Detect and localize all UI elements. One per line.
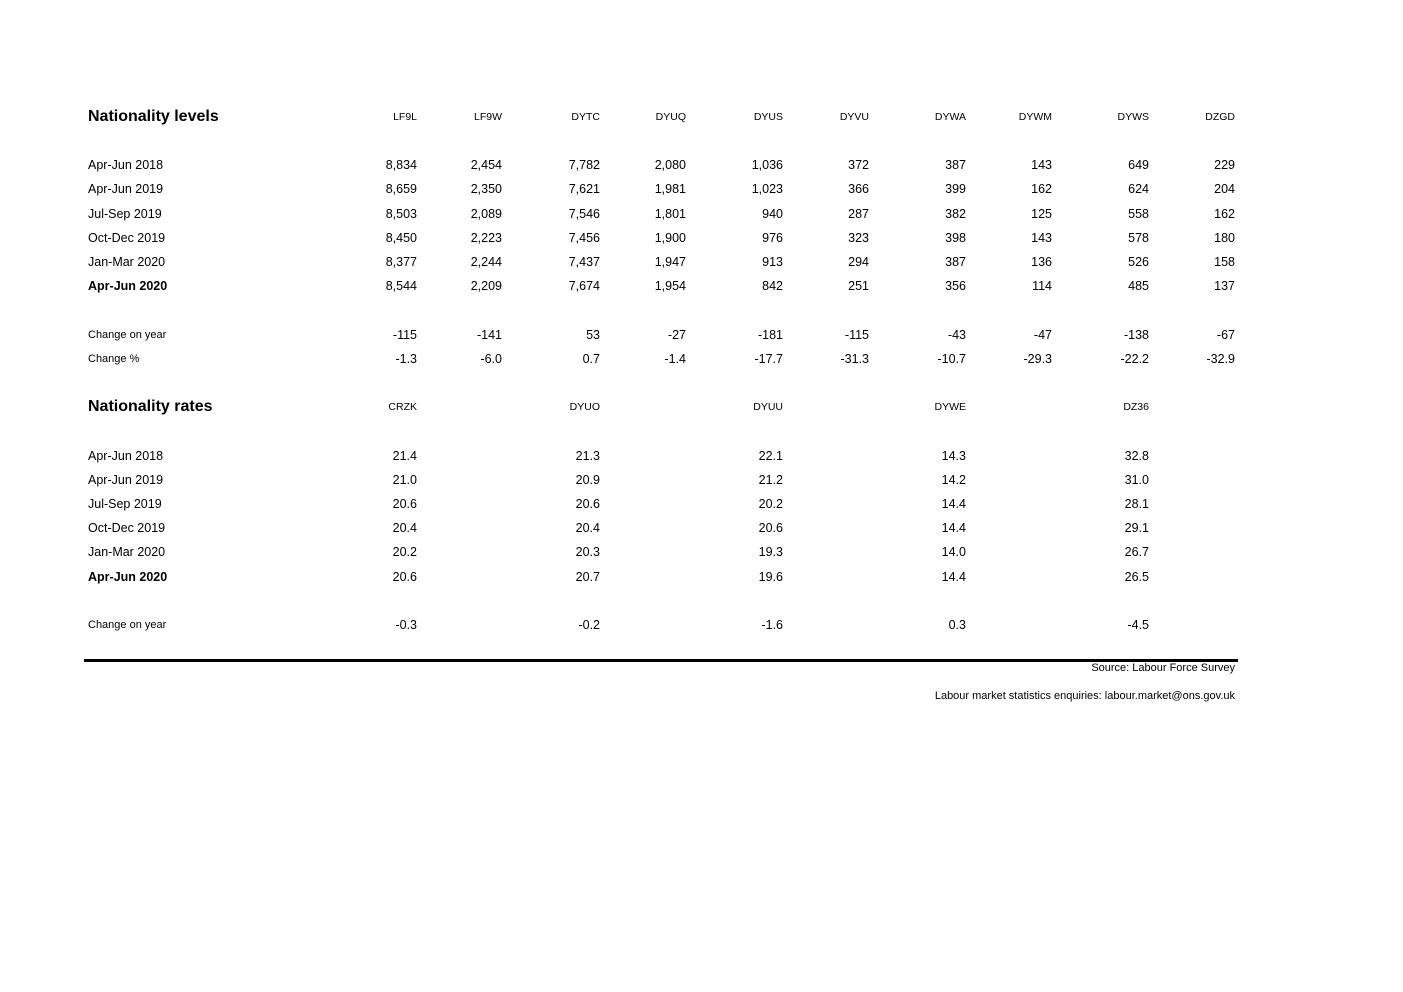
table-cell: 21.0 <box>392 473 417 487</box>
table-cell: 2,454 <box>470 158 502 172</box>
series-code: DYTC <box>571 111 600 123</box>
table-cell: 14.4 <box>941 521 966 535</box>
table-cell: 8,659 <box>385 182 417 196</box>
table-cell: 323 <box>848 231 869 245</box>
table-cell: 136 <box>1031 255 1052 269</box>
table-cell: -1.6 <box>761 618 783 632</box>
series-code: DYUO <box>569 401 600 413</box>
table-cell: 2,244 <box>470 255 502 269</box>
table-cell: 125 <box>1031 207 1052 221</box>
levels-header-row <box>0 107 1403 127</box>
table-cell: 137 <box>1214 279 1235 293</box>
row-period-label: Oct-Dec 2019 <box>88 231 166 245</box>
table-cell: 287 <box>848 207 869 221</box>
table-cell: 20.4 <box>575 521 600 535</box>
table-cell: 20.6 <box>758 521 783 535</box>
table-cell: 251 <box>848 279 869 293</box>
table-cell: 28.1 <box>1124 497 1149 511</box>
table-cell: 20.6 <box>575 497 600 511</box>
table-cell: 842 <box>762 279 783 293</box>
series-code: DYVU <box>839 111 869 123</box>
table-cell: 578 <box>1128 231 1149 245</box>
series-code: LF9L <box>393 111 417 123</box>
table-cell: 20.6 <box>392 497 417 511</box>
table-cell: -17.7 <box>754 352 783 366</box>
row-period-label: Apr-Jun 2019 <box>88 182 164 196</box>
table-cell: 7,782 <box>568 158 600 172</box>
series-code: DYUQ <box>655 111 686 123</box>
table-cell: 8,377 <box>385 255 417 269</box>
table-row <box>0 228 1403 248</box>
row-period-label: Oct-Dec 2019 <box>88 521 166 535</box>
table-cell: 8,450 <box>385 231 417 245</box>
table-cell: 356 <box>945 279 966 293</box>
row-period-label: Jan-Mar 2020 <box>88 255 166 269</box>
table-row <box>0 446 1403 466</box>
row-period-label: Jul-Sep 2019 <box>88 497 162 511</box>
table-row <box>0 276 1403 296</box>
table-cell: -22.2 <box>1120 352 1149 366</box>
rates-section-title: Nationality rates <box>88 398 213 415</box>
table-cell: 7,437 <box>568 255 600 269</box>
table-cell: 14.4 <box>941 497 966 511</box>
series-code: DZGD <box>1205 111 1235 123</box>
series-code: DYWE <box>934 401 966 413</box>
table-row <box>0 470 1403 490</box>
table-cell: 20.2 <box>758 497 783 511</box>
table-cell: 1,036 <box>751 158 783 172</box>
table-cell: 20.7 <box>575 570 600 584</box>
table-row <box>0 494 1403 514</box>
table-cell: 1,954 <box>654 279 686 293</box>
table-cell: 485 <box>1128 279 1149 293</box>
table-cell: 372 <box>848 158 869 172</box>
table-cell: 14.2 <box>941 473 966 487</box>
table-cell: 14.4 <box>941 570 966 584</box>
table-cell: -1.4 <box>664 352 686 366</box>
table-cell: 180 <box>1214 231 1235 245</box>
table-cell: 14.0 <box>941 545 966 559</box>
table-bottom-rule <box>84 659 1238 662</box>
table-cell: 19.6 <box>758 570 783 584</box>
table-cell: 31.0 <box>1124 473 1149 487</box>
table-cell: 143 <box>1031 158 1052 172</box>
row-period-label: Apr-Jun 2018 <box>88 158 164 172</box>
table-row <box>0 567 1403 587</box>
row-period-label: Apr-Jun 2019 <box>88 473 164 487</box>
enquiries-note: Labour market statistics enquiries: labour.market@ons.gov.uk <box>934 690 1235 702</box>
table-cell: 1,023 <box>751 182 783 196</box>
table-cell: 2,080 <box>654 158 686 172</box>
table-cell: 7,456 <box>568 231 600 245</box>
table-cell: 20.3 <box>575 545 600 559</box>
table-cell: 29.1 <box>1124 521 1149 535</box>
table-cell: 2,350 <box>470 182 502 196</box>
table-cell: -47 <box>1033 328 1052 342</box>
table-cell: 229 <box>1214 158 1235 172</box>
table-cell: 294 <box>848 255 869 269</box>
table-cell: 0.3 <box>948 618 966 632</box>
series-code: LF9W <box>473 111 502 123</box>
table-cell: -32.9 <box>1206 352 1235 366</box>
table-cell: 26.5 <box>1124 570 1149 584</box>
table-row <box>0 155 1403 175</box>
table-row <box>0 518 1403 538</box>
change-on-year-row <box>0 325 1403 345</box>
change-pct-row <box>0 349 1403 369</box>
table-row <box>0 542 1403 562</box>
table-cell: 366 <box>848 182 869 196</box>
table-cell: -141 <box>476 328 502 342</box>
table-cell: 913 <box>762 255 783 269</box>
table-cell: 382 <box>945 207 966 221</box>
table-cell: 204 <box>1214 182 1235 196</box>
row-period-label: Apr-Jun 2020 <box>88 570 168 584</box>
table-cell: 1,947 <box>654 255 686 269</box>
table-cell: 14.3 <box>941 449 966 463</box>
series-code: DYWA <box>934 111 966 123</box>
table-cell: 7,546 <box>568 207 600 221</box>
table-cell: 7,621 <box>568 182 600 196</box>
table-cell: 19.3 <box>758 545 783 559</box>
table-cell: -115 <box>844 328 869 342</box>
table-cell: 158 <box>1214 255 1235 269</box>
table-cell: 399 <box>945 182 966 196</box>
table-cell: 20.2 <box>392 545 417 559</box>
series-code: DYWS <box>1117 111 1149 123</box>
table-cell: 8,834 <box>385 158 417 172</box>
table-cell: 976 <box>762 231 783 245</box>
table-cell: 624 <box>1128 182 1149 196</box>
table-cell: 20.9 <box>575 473 600 487</box>
series-code: DZ36 <box>1123 401 1149 413</box>
table-cell: -115 <box>392 328 417 342</box>
table-cell: 20.4 <box>392 521 417 535</box>
table-cell: 143 <box>1031 231 1052 245</box>
change-pct-label: Change % <box>88 353 140 365</box>
table-row <box>0 179 1403 199</box>
change-on-year-label: Change on year <box>88 329 167 341</box>
table-cell: 526 <box>1128 255 1149 269</box>
table-cell: -43 <box>947 328 966 342</box>
series-code: DYUU <box>753 401 783 413</box>
table-cell: -138 <box>1123 328 1149 342</box>
table-cell: -6.0 <box>480 352 502 366</box>
rates-header-row <box>0 397 1403 417</box>
table-cell: 2,089 <box>470 207 502 221</box>
row-period-label: Apr-Jun 2020 <box>88 279 168 293</box>
table-cell: 940 <box>762 207 783 221</box>
table-cell: -181 <box>757 328 783 342</box>
table-cell: 21.2 <box>758 473 783 487</box>
row-period-label: Jul-Sep 2019 <box>88 207 162 221</box>
table-cell: 22.1 <box>758 449 783 463</box>
table-cell: -4.5 <box>1127 618 1149 632</box>
table-cell: 26.7 <box>1124 545 1149 559</box>
table-cell: 387 <box>945 158 966 172</box>
table-cell: 114 <box>1032 279 1052 293</box>
levels-section-title: Nationality levels <box>88 108 219 125</box>
table-cell: 21.4 <box>392 449 417 463</box>
table-cell: 1,801 <box>654 207 686 221</box>
row-period-label: Apr-Jun 2018 <box>88 449 164 463</box>
table-cell: 1,900 <box>654 231 686 245</box>
table-cell: 32.8 <box>1124 449 1149 463</box>
table-cell: 2,209 <box>470 279 502 293</box>
table-cell: 21.3 <box>575 449 600 463</box>
table-row <box>0 204 1403 224</box>
table-cell: 162 <box>1031 182 1052 196</box>
table-cell: -27 <box>667 328 686 342</box>
table-row <box>0 252 1403 272</box>
table-cell: -29.3 <box>1023 352 1052 366</box>
table-cell: -0.2 <box>578 618 600 632</box>
table-cell: 8,544 <box>385 279 417 293</box>
table-cell: -67 <box>1216 328 1235 342</box>
series-code: CRZK <box>388 401 417 413</box>
table-cell: -10.7 <box>937 352 966 366</box>
table-cell: 387 <box>945 255 966 269</box>
table-cell: 558 <box>1128 207 1149 221</box>
change-on-year-label: Change on year <box>88 619 167 631</box>
row-period-label: Jan-Mar 2020 <box>88 545 166 559</box>
table-cell: -1.3 <box>395 352 417 366</box>
table-cell: 2,223 <box>470 231 502 245</box>
table-cell: 7,674 <box>568 279 600 293</box>
table-cell: 20.6 <box>392 570 417 584</box>
table-cell: 8,503 <box>385 207 417 221</box>
series-code: DYUS <box>753 111 783 123</box>
change-on-year-row <box>0 615 1403 635</box>
table-cell: 53 <box>586 328 600 342</box>
table-cell: 398 <box>945 231 966 245</box>
table-cell: 649 <box>1128 158 1149 172</box>
table-cell: -0.3 <box>395 618 417 632</box>
table-cell: 162 <box>1214 207 1235 221</box>
table-cell: 0.7 <box>582 352 600 366</box>
source-note: Source: Labour Force Survey <box>1091 662 1235 674</box>
table-cell: 1,981 <box>654 182 686 196</box>
series-code: DYWM <box>1018 111 1052 123</box>
table-cell: -31.3 <box>840 352 869 366</box>
